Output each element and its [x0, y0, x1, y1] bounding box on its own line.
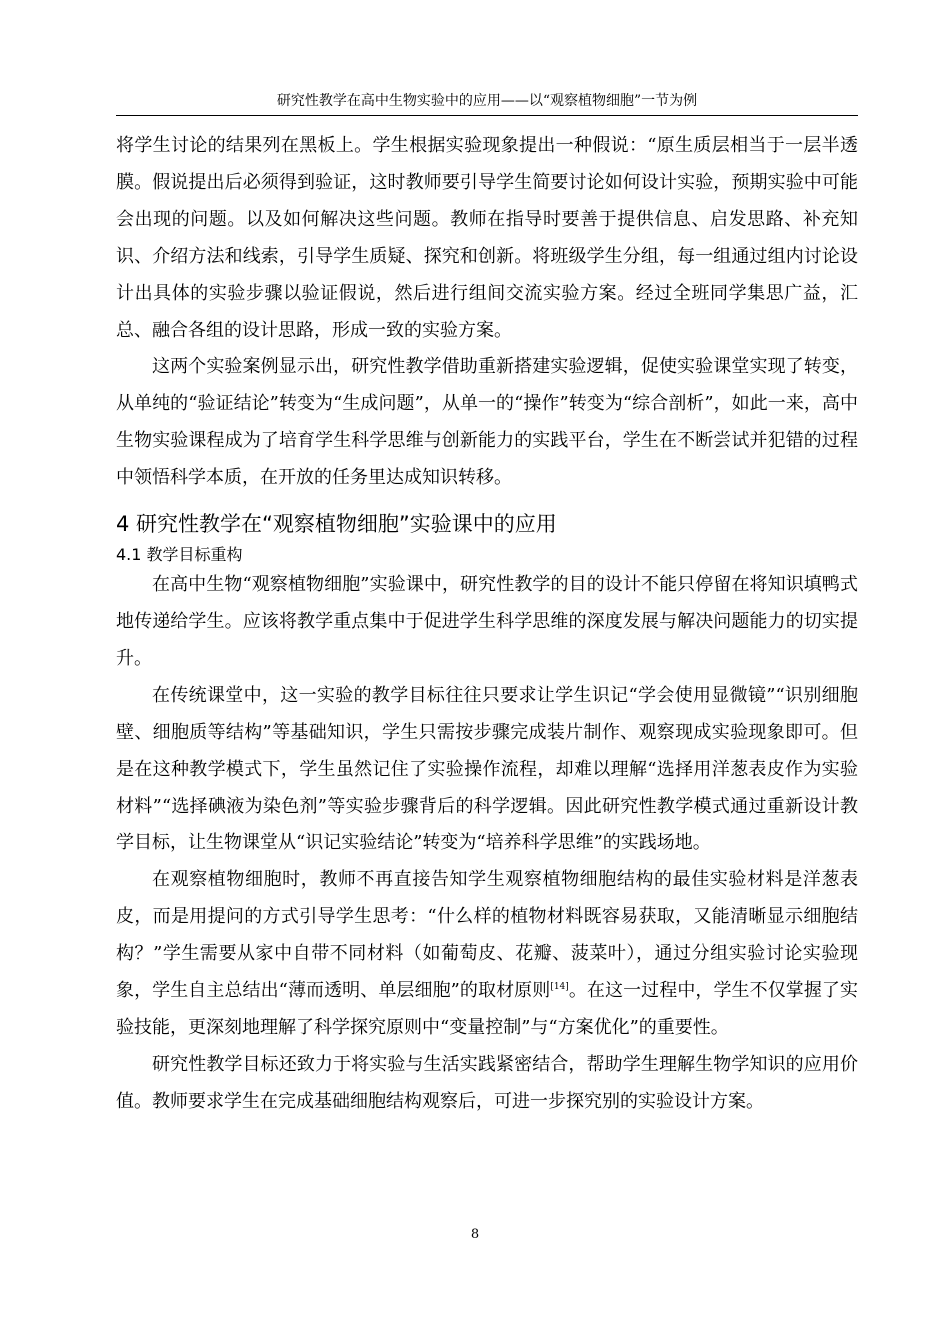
- paragraph-text: 。在这一过程中，学生不仅掌握了实验技能，更深刻地理解了科学探究原则中“变量控制”与“方案优化”的重要性。: [116, 980, 859, 1038]
- paragraph-text: 在观察植物细胞时，教师不再直接告知学生观察植物细胞结构的最佳实验材料是洋葱表皮，而是用提问的方式引导学生思考：“什么样的植物材料既容易获取，又能清晰显示细胞结构？”学生需要从家中自带不同材料（如葡萄皮、花瓣、菠菜叶），通过分组实验讨论实验现象，学生自主总结出“薄而透明、单层细胞”的取材原则: [116, 869, 858, 1002]
- section-heading: 4 研究性教学在“观察植物细胞”实验课中的应用: [116, 512, 557, 537]
- header-divider: [116, 115, 858, 116]
- paragraph-continued: 将学生讨论的结果列在黑板上。学生根据实验现象提出一种假说：“原生质层相当于一层半透膜。假说提出后必须得到验证，这时教师要引导学生简要讨论如何设计实验，预期实验中可能会出现的问题。以及如何解决这些问题。教师在指导时要善于提供信息、启发思路、补充知识、介绍方法和线索，引导学生质疑、探究和创新。将班级学生分组，每一组通过组内讨论设计出具体的实验步骤以验证假说，然后进行组间交流实验方案。经过全班同学集思广益，汇总、融合各组的设计思路，形成一致的实验方案。: [116, 135, 858, 341]
- paragraph-material-selection: [116, 862, 858, 1047]
- subsection-heading: 4.1 教学目标重构: [116, 545, 243, 565]
- main-content: [116, 128, 858, 1121]
- paragraph-life-practice: 研究性教学目标还致力于将实验与生活实践紧密结合，帮助学生理解生物学知识的应用价值。教师要求学生在完成基础细胞结构观察后，可进一步探究别的实验设计方案。: [116, 1053, 858, 1112]
- citation-ref: [14]: [550, 982, 569, 993]
- paragraph-goal-intro: 在高中生物“观察植物细胞”实验课中，研究性教学的目的设计不能只停留在将知识填鸭式地传递给学生。应该将教学重点集中于促进学生科学思维的深度发展与解决问题能力的切实提升。: [116, 574, 858, 669]
- page-number: 8: [470, 1227, 480, 1242]
- paragraph-traditional-classroom: 在传统课堂中，这一实验的教学目标往往只要求让学生识记“学会使用显微镜”“识别细胞壁、细胞质等结构”等基础知识，学生只需按步骤完成装片制作、观察现成实验现象即可。但是在这种教学模式下，学生虽然记住了实验操作流程，却难以理解“选择用洋葱表皮作为实验材料”“选择碘液为染色剂”等实验步骤背后的科学逻辑。因此研究性教学模式通过重新设计教学目标，让生物课堂从“识记实验结论”转变为“培养科学思维”的实践场地。: [116, 684, 858, 854]
- running-header: 研究性教学在高中生物实验中的应用——以“观察植物细胞”一节为例: [276, 93, 698, 109]
- paragraph-summary: 这两个实验案例显示出，研究性教学借助重新搭建实验逻辑，促使实验课堂实现了转变，从单纯的“验证结论”转变为“生成问题”，从单一的“操作”转变为“综合剖析”，如此一来，高中生物实验课程成为了培育学生科学思维与创新能力的实践平台，学生在不断尝试并犯错的过程中领悟科学本质，在开放的任务里达成知识转移。: [116, 356, 858, 489]
